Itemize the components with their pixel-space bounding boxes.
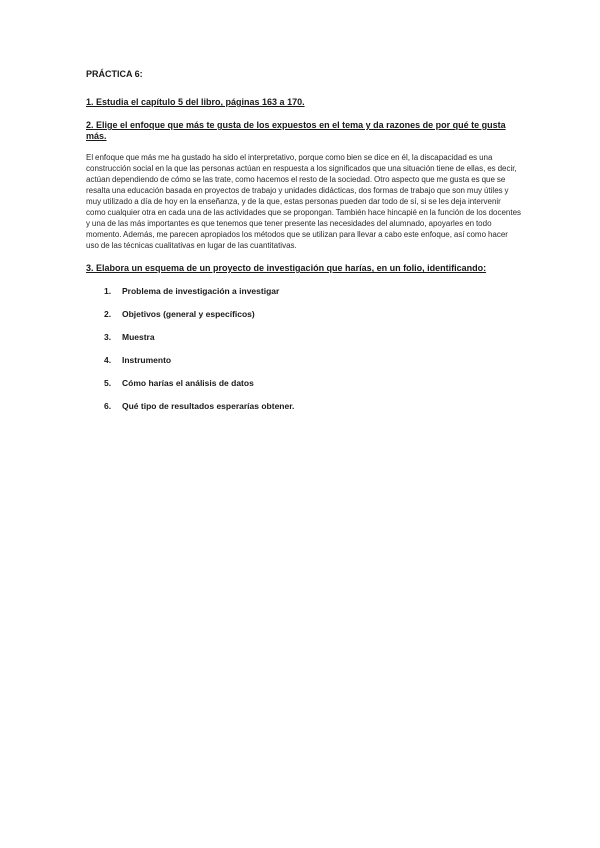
question-3-heading: 3. Elabora un esquema de un proyecto de investigación que harías, en un folio, identificando: — [86, 263, 487, 273]
list-item-text: Cómo harías el análisis de datos — [122, 378, 254, 388]
list-item-number: 3. — [104, 332, 112, 342]
list-item — [86, 309, 522, 320]
list-item-number: 1. — [104, 286, 112, 296]
list-item-number: 4. — [104, 355, 112, 365]
list-item-number: 2. — [104, 309, 112, 319]
list-item-number: 6. — [104, 401, 112, 411]
list-item-text: Qué tipo de resultados esperarías obtener. — [122, 401, 295, 411]
question-1-heading: 1. Estudia el capítulo 5 del libro, páginas 163 a 170. — [86, 97, 305, 107]
list-item-text: Problema de investigación a investigar — [122, 286, 280, 296]
list-item — [86, 355, 522, 366]
list-item-number: 5. — [104, 378, 112, 388]
list-item — [86, 401, 522, 412]
list-item-text: Objetivos (general y específicos) — [122, 309, 255, 319]
list-item — [86, 286, 522, 297]
list-item — [86, 378, 522, 389]
question-2-heading: 2. Elige el enfoque que más te gusta de los expuestos en el tema y da razones de por qué te gusta más. — [86, 120, 506, 141]
document-page — [86, 68, 522, 424]
list-item-text: Instrumento — [122, 355, 172, 365]
answer-paragraph: El enfoque que más me ha gustado ha sido el interpretativo, porque como bien se dice en él, la discapacidad es una construcción social en la que las personas actúan en respuesta a los significados que una situación tiene de ellas, es decir, actúan dependiendo de cómo se las trate, como hacemos el resto de la sociedad. Otro aspecto que me gusta es que se resalta una educación basada en proyectos de trabajo y unidades didácticas, dos formas de trabajo que son muy útiles y muy utilizado a día de hoy en la enseñanza, y de la que, estas personas pueden dar todo de sí, si se les deja intervenir como cualquier otra en cada una de las actividades que se propongan. También hace hincapié en la función de los docentes y una de las más importantes es que tenemos que tener presente las necesidades del alumnado, apoyarles en todo momento. Además, me parecen apropiados los métodos que se utilizan para llevar a cabo este enfoque, así como hacer uso de las técnicas cualitativas en lugar de las cuantitativas. — [86, 153, 522, 250]
list-item — [86, 332, 522, 343]
list-item-text: Muestra — [122, 332, 155, 342]
page-title: PRÁCTICA 6: — [86, 69, 143, 79]
task-list — [86, 286, 522, 412]
